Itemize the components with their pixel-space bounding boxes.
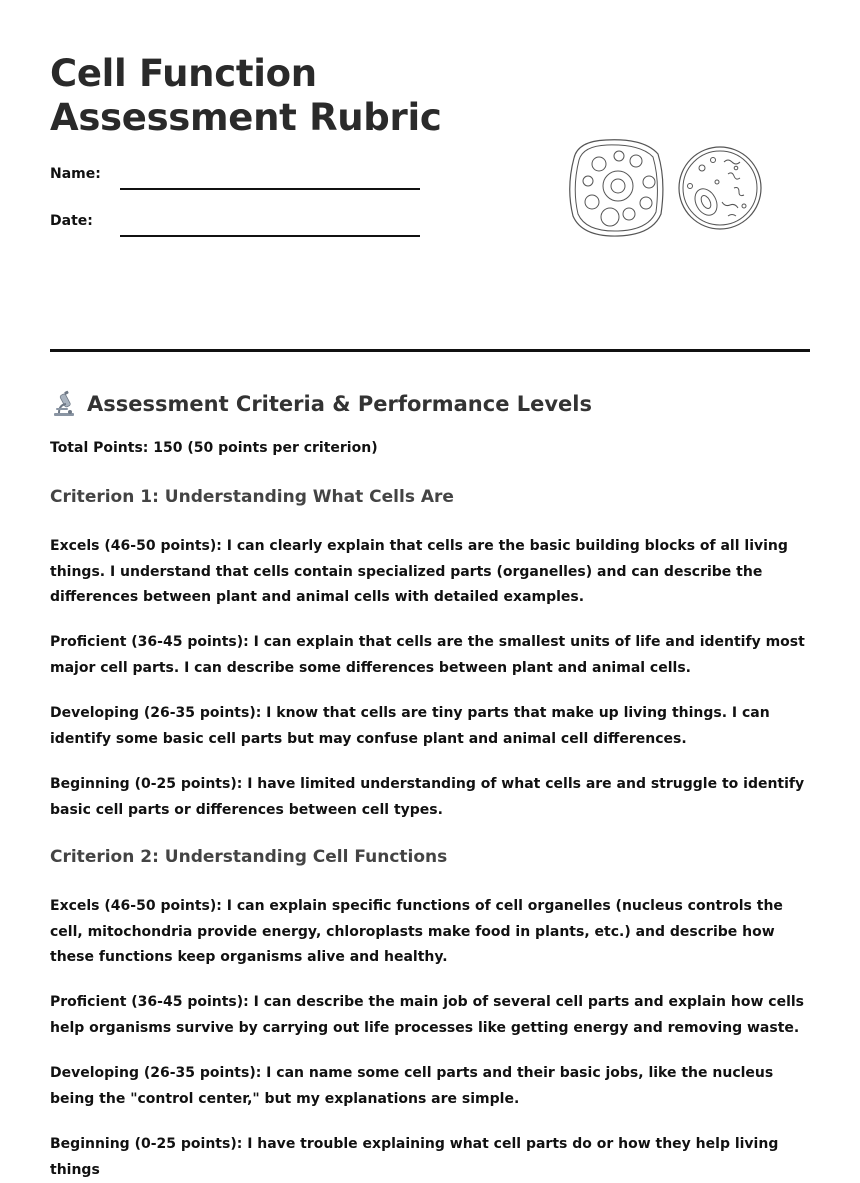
criterion-2-developing: Developing (26-35 points): I can name some cell parts and their basic jobs, like the nucleus being the "control center," but my explanations are simple. <box>50 1065 774 1107</box>
animal-cell-icon <box>679 147 761 229</box>
criterion-1-beginning: Beginning (0-25 points): I have limited understanding of what cells are and struggle to identify basic cell parts or differences between cell types. <box>50 776 805 818</box>
criterion-1-title: Criterion 1: Understanding What Cells Are <box>50 487 454 507</box>
criterion-1-excels: Excels (46-50 points): I can clearly explain that cells are the basic building blocks of all living things. I understand that cells contain specialized parts (organelles) and can describe the differences between plant and animal cells with detailed examples. <box>50 538 788 605</box>
criterion-2-beginning: Beginning (0-25 points): I have trouble explaining what cell parts do or how they help living things <box>50 1136 779 1178</box>
date-field[interactable] <box>50 207 430 237</box>
section-divider <box>50 349 810 352</box>
name-label: Name: <box>50 166 101 182</box>
title-line-2: Assessment Rubric <box>50 96 442 139</box>
criterion-2-title: Criterion 2: Understanding Cell Functions <box>50 847 448 867</box>
total-points: Total Points: 150 (50 points per criterion) <box>50 440 378 456</box>
name-field[interactable] <box>50 160 430 190</box>
criterion-2-proficient: Proficient (36-45 points): I can describe the main job of several cell parts and explain how cells help organisms survive by carrying out life processes like getting energy and removing waste. <box>50 994 805 1036</box>
section-heading-text: Assessment Criteria & Performance Levels <box>87 392 592 416</box>
page-title <box>50 52 441 140</box>
cells-illustration <box>566 138 762 238</box>
criterion-2-excels: Excels (46-50 points): I can explain specific functions of cell organelles (nucleus controls the cell, mitochondria provide energy, chloroplasts make food in plants, etc.) and describe how these functions keep organisms alive and healthy. <box>50 898 783 965</box>
plant-cell-icon <box>570 140 663 236</box>
date-line[interactable] <box>120 235 420 237</box>
date-label: Date: <box>50 213 93 229</box>
name-line[interactable] <box>120 188 420 190</box>
criterion-1-proficient: Proficient (36-45 points): I can explain that cells are the smallest units of life and identify most major cell parts. I can describe some differences between plant and animal cells. <box>50 634 805 676</box>
title-line-1: Cell Function <box>50 52 317 95</box>
microscope-icon <box>50 390 78 418</box>
criterion-1-developing: Developing (26-35 points): I know that cells are tiny parts that make up living things. I can identify some basic cell parts but may confuse plant and animal cell differences. <box>50 705 770 747</box>
section-heading <box>50 390 592 418</box>
